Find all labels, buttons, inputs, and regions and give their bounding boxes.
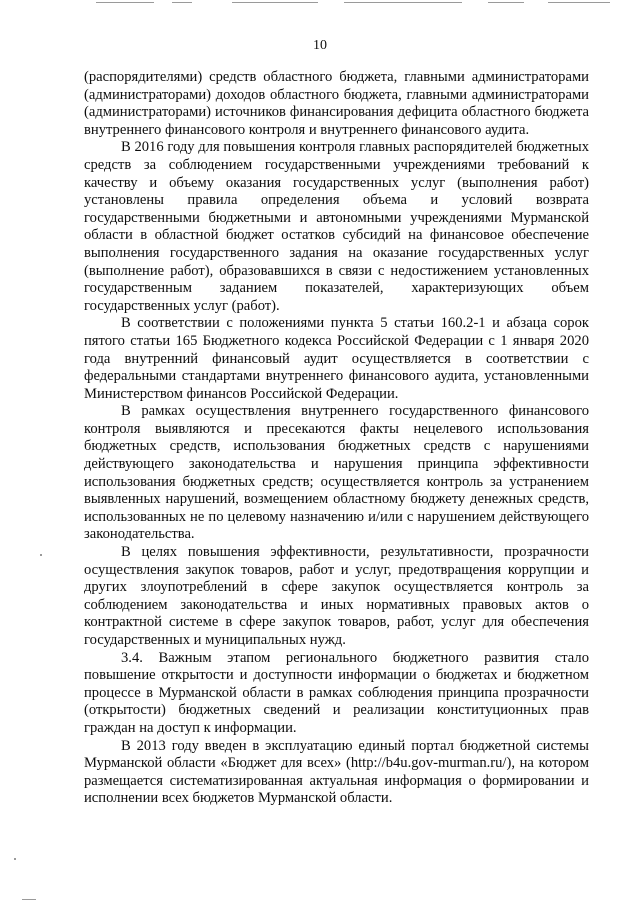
scan-edge-marks	[0, 0, 640, 6]
paragraph-budget-portal: В 2013 году введен в эксплуатацию единый портал бюджетной системы Мурманской области «Бюджет для всех» (http://b4u.gov-murman.ru/), на котором размещается систематизированная актуальная информация о формировании и исполнении всех бюджетов Мурманской области.	[84, 737, 589, 807]
page-number: 10	[313, 38, 327, 53]
paragraph-internal-audit-standards: В соответствии с положениями пункта 5 статьи 160.2-1 и абзаца сорок пятого статьи 165 Бюджетного кодекса Российской Федерации с 1 января 2020 года внутренний финансовый аудит осуществляется в соответствии с федеральными стандартами внутреннего финансового аудита, установленными Министерством финансов Российской Федерации.	[84, 315, 589, 402]
paragraph-financial-control: В рамках осуществления внутреннего государственного финансового контроля выявляются и пресекаются факты нецелевого использования бюджетных средств, использования бюджетных средств с нарушениями действующего законодательства и нарушения принципа эффективности использования бюджетных средств; осуществляется контроль за устранением выявленных нарушений, возмещением областному бюджету денежных средств, использованных не по целевому назначению и/или с нарушением действующего законодательства.	[84, 403, 589, 543]
paragraph-section-3-4: 3.4. Важным этапом регионального бюджетного развития стало повышение открытости и доступности информации о бюджетах и бюджетном процессе в Мурманской области в рамках соблюдения принципа прозрачности (открытости) бюджетных сведений и реализации конституционных прав граждан на доступ к информации.	[84, 649, 589, 736]
document-body	[84, 69, 589, 808]
scan-speck	[40, 554, 42, 556]
paragraph-2016-subsidies: В 2016 году для повышения контроля главных распорядителей бюджетных средств за соблюдением государственными учреждениями требований к качеству и объему оказания государственных услуг (выполнения работ) установлены правила определения объема и условий возврата государственными бюджетными и автономными учреждениями Мурманской области в областной бюджет остатков субсидий на финансовое обеспечение выполнения государственного задания на оказание государственных услуг (выполнение работ), образовавшихся в связи с недостижением установленных государственным заданием показателей, характеризующих объем государственных услуг (работ).	[84, 139, 589, 314]
paragraph-procurement-control: В целях повышения эффективности, результативности, прозрачности осуществления закупок товаров, работ и услуг, предотвращения коррупции и других злоупотреблений в сфере закупок осуществляется контроль за соблюдением законодательства и иных нормативных правовых актов о контрактной системе в сфере закупок товаров, работ, услуг для обеспечения государственных и муниципальных нужд.	[84, 544, 589, 648]
paragraph-continuation: (распорядителями) средств областного бюджета, главными администраторами (администраторами) доходов областного бюджета, главными администраторами (администраторами) источников финансирования дефицита областного бюджета внутреннего финансового контроля и внутреннего финансового аудита.	[84, 69, 589, 138]
scan-speck	[14, 858, 16, 860]
scan-edge-mark	[22, 899, 36, 900]
